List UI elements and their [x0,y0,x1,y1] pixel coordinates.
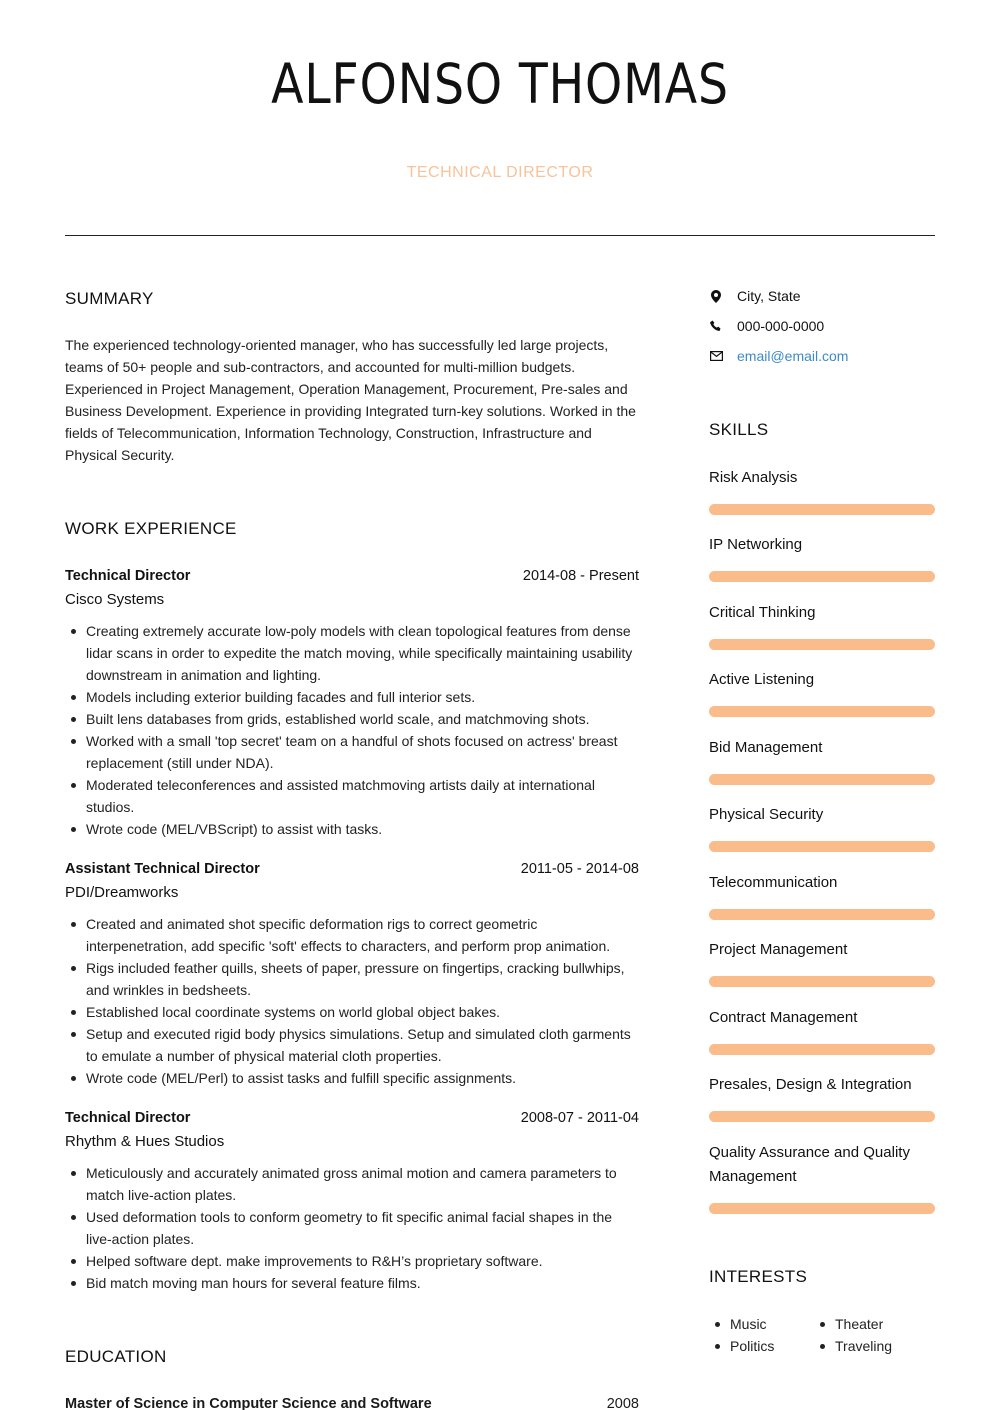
contact-phone [709,318,824,334]
skill-fill [709,639,935,650]
skill-fill [709,706,935,717]
contact-location [709,288,801,304]
job-bullet: Wrote code (MEL/Perl) to assist tasks and fulfill specific assignments. [65,1067,639,1089]
location-text: City, State [737,288,801,304]
skill-name: Bid Management [709,739,823,756]
job-bullet: Bid match moving man hours for several feature films. [65,1272,639,1294]
interests-heading: INTERESTS [709,1267,808,1286]
job-bullet: Rigs included feather quills, sheets of paper, pressure on fingertips, cracking bullwhips, and wrinkles in bedsheets. [65,957,639,1001]
skill-bar [709,706,935,717]
education-entry [65,1394,639,1410]
job-bullet: Moderated teleconferences and assisted matchmoving artists daily at international studios. [65,774,639,818]
job-bullet: Built lens databases from grids, established world scale, and matchmoving shots. [65,708,639,730]
skill-name: Project Management [709,941,848,958]
contact-email[interactable] [709,348,848,364]
skill-name: Critical Thinking [709,604,816,621]
skill-bar [709,909,935,920]
skill-item [709,1006,935,1030]
job-title: Technical Director [65,568,191,584]
envelope-icon [709,349,723,363]
skill-bar [709,571,935,582]
job-bullet: Used deformation tools to conform geometry to fit specific animal facial shapes in the live-action plates. [65,1206,639,1250]
phone-text: 000-000-0000 [737,318,825,334]
skill-name: Quality Assurance and Quality Management [709,1144,910,1185]
job-company: Cisco Systems [65,591,165,608]
job-entry [65,859,639,1089]
job-bullets [65,913,639,1089]
skill-name: Active Listening [709,671,815,688]
skill-fill [709,841,935,852]
summary-text: The experienced technology-oriented manager, who has successfully led large projects, teams of 50+ people and sub-contractors, and accounted for multi-million budgets. Experienced in Project Management, Operation Management, Procurement, Pre-sales and Business Development. Experience in providing Integrated turn-key solutions. Worked in the fields of Telecommunication, Information Technology, Construction, Infrastructure and Physical Security. [65,337,636,463]
skill-fill [709,1111,935,1122]
work-experience-heading: WORK EXPERIENCE [65,519,237,538]
phone-icon [709,319,723,333]
job-company: Rhythm & Hues Studios [65,1133,225,1150]
education-heading: EDUCATION [65,1347,167,1366]
skill-fill [709,1203,935,1214]
job-bullets [65,1162,639,1294]
job-title: Technical Director [65,1110,191,1126]
skill-name: Presales, Design & Integration [709,1076,912,1093]
candidate-name: ALFONSO THOMAS [271,52,729,116]
job-bullet: Models including exterior building facades and full interior sets. [65,686,639,708]
skill-fill [709,571,935,582]
education-year: 2008 [606,1396,639,1410]
skill-item [709,601,935,625]
job-bullet: Established local coordinate systems on world global object bakes. [65,1001,639,1023]
skill-item [709,871,935,895]
skill-name: Physical Security [709,806,824,823]
skill-item [709,803,935,827]
job-dates: 2008-07 - 2011-04 [520,1110,639,1126]
skill-fill [709,504,935,515]
skill-bar [709,1111,935,1122]
skill-bar [709,639,935,650]
job-bullet: Created and animated shot specific deformation rigs to correct geometric interpenetration, add specific 'soft' effects to characters, and perform prop animation. [65,913,639,957]
job-bullet: Worked with a small 'top secret' team on a handful of shots focused on actress' breast replacement (still under NDA). [65,730,639,774]
skill-item [709,1141,935,1189]
skill-item [709,466,935,490]
interests-column [814,1313,919,1357]
interests-column [709,1313,814,1357]
job-bullet: Helped software dept. make improvements to R&H’s proprietary software. [65,1250,639,1272]
skill-bar [709,1044,935,1055]
skill-name: Telecommunication [709,874,838,891]
skill-item [709,736,935,760]
skill-fill [709,976,935,987]
skill-bar [709,1203,935,1214]
header-divider [65,235,935,236]
skill-fill [709,909,935,920]
map-pin-icon [709,289,723,303]
skill-item [709,668,935,692]
skill-fill [709,1044,935,1055]
email-link[interactable]: email@email.com [737,348,849,364]
job-bullet: Setup and executed rigid body physics simulations. Setup and simulated cloth garments to emulate a number of physical material cloth properties. [65,1023,639,1067]
skill-item [709,1073,935,1097]
skill-fill [709,774,935,785]
interests-list [709,1313,935,1357]
skill-bar [709,774,935,785]
skill-bar [709,841,935,852]
skill-bar [709,976,935,987]
job-dates: 2014-08 - Present [522,568,639,584]
job-title: Assistant Technical Director [65,861,260,877]
job-entry [65,1108,639,1294]
job-bullet: Wrote code (MEL/VBScript) to assist with tasks. [65,818,639,840]
job-entry [65,566,639,840]
interest-item: Politics [709,1335,814,1357]
skills-heading: SKILLS [709,420,769,439]
skill-name: IP Networking [709,536,803,553]
education-degree: Master of Science in Computer Science and Software [65,1396,432,1410]
skill-name: Contract Management [709,1009,858,1026]
interest-item: Theater [814,1313,919,1335]
interest-item: Music [709,1313,814,1335]
skill-name: Risk Analysis [709,469,798,486]
job-bullets [65,620,639,840]
summary-heading: SUMMARY [65,289,154,308]
skill-item [709,938,935,962]
skill-item [709,533,935,557]
job-dates: 2011-05 - 2014-08 [520,861,639,877]
job-company: PDI/Dreamworks [65,884,179,901]
interest-item: Traveling [814,1335,919,1357]
job-title-heading: TECHNICAL DIRECTOR [406,164,594,181]
skill-bar [709,504,935,515]
job-bullet: Meticulously and accurately animated gross animal motion and camera parameters to match live-action plates. [65,1162,639,1206]
job-bullet: Creating extremely accurate low-poly models with clean topological features from dense lidar scans in order to expedite the match moving, while specifically maintaining usability downstream in animation and lighting. [65,620,639,686]
